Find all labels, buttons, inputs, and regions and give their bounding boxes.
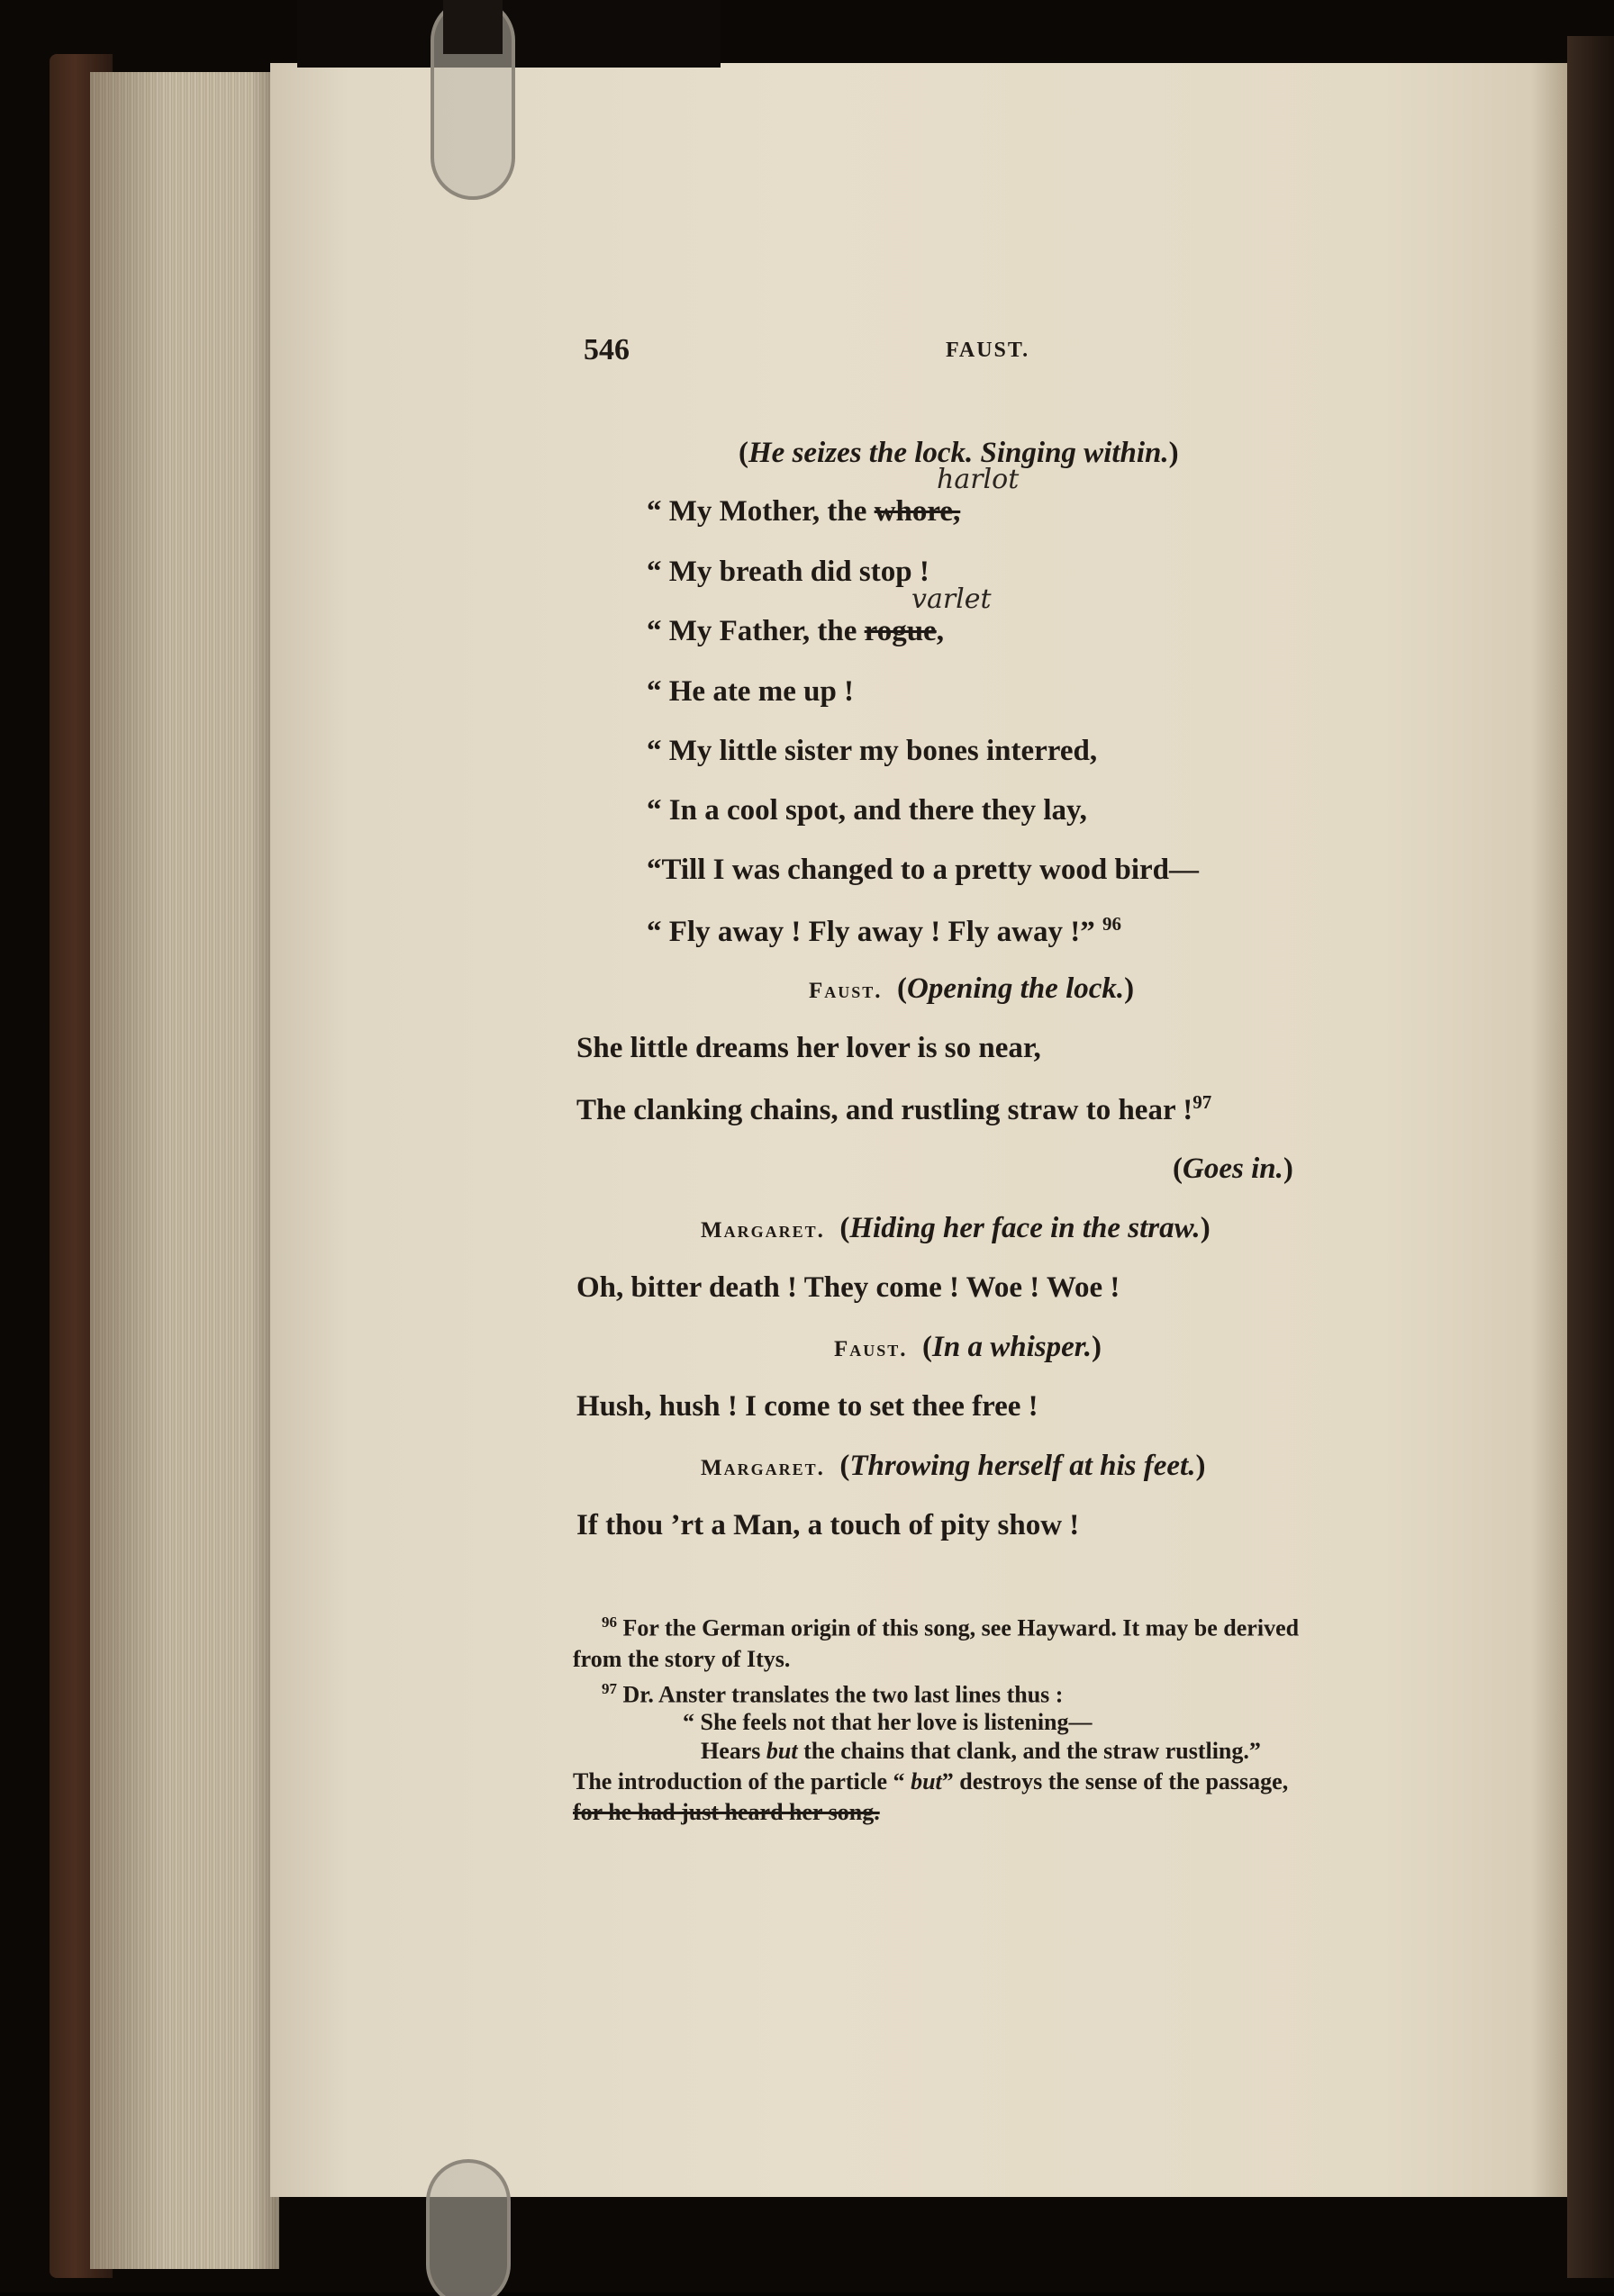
footnote-96-cont: from the story of Itys. [573,1646,791,1672]
footnote-quote: “ She feels not that her love is listening— [683,1709,1093,1735]
song-line-5: “ My little sister my bones interred, [647,735,1098,767]
song-line-8: “ Fly away ! Fly away ! Fly away !” $^{96}$ [647,913,1121,948]
page-edges-shade [90,72,279,2269]
handwritten-annotation: varlet [911,583,992,615]
speaker-cue: Faust. (Opening the lock.) [809,972,1135,1005]
speech-line: She little dreams her lover is so near, [576,1032,1041,1064]
footnote-ref-96: 96 [1102,913,1121,935]
song-line-2: “ My breath did stop ! [647,556,929,588]
footnote-97-cont: The introduction of the particle “ but” destroys the sense of the passage, [573,1768,1289,1794]
top-page-clip-icon [423,0,522,230]
song-line-1: “ My Mother, the whore, [647,495,961,528]
footnote-struck-text: for he had just heard her song. [573,1799,880,1825]
song-line-3: “ My Father, the rogue, [647,615,944,647]
speech-line: Oh, bitter death ! They come ! Woe ! Woe ! [576,1271,1120,1304]
footnote-96: $^{96}$ For the German origin of this song, see Hayward. It may be derived [602,1614,1300,1641]
speaker-cue: Margaret. (Throwing herself at his feet.) [701,1450,1206,1482]
footnote-97: $^{97}$ Dr. Anster translates the two last lines thus : [602,1680,1064,1708]
stage-direction-goes-in: (Goes in.) [1173,1153,1293,1185]
stage-direction: (He seizes the lock. Singing within.) [739,437,1179,469]
running-title: FAUST. [946,339,1030,362]
song-line-7: “Till I was changed to a pretty wood bird— [647,854,1200,886]
handwritten-annotation: harlot [937,464,1020,495]
speaker-cue: Faust. (In a whisper.) [834,1331,1102,1363]
page-number: 546 [584,333,630,366]
footnote-ref-97: 97 [1192,1091,1212,1113]
song-line-4: “ He ate me up ! [647,675,855,708]
footnote-quote: Hears but the chains that clank, and the straw rustling.” [701,1738,1261,1764]
speech-line: If thou ’rt a Man, a touch of pity show ! [576,1509,1080,1541]
song-line-6: “ In a cool spot, and there they lay, [647,794,1087,827]
book-page [270,63,1576,2197]
speaker-cue: Margaret. (Hiding her face in the straw.) [701,1212,1210,1244]
right-book-cover [1567,36,1614,2278]
bottom-page-clip-icon [405,2143,531,2296]
speech-line: The clanking chains, and rustling straw to hear !$^{97}$ [576,1091,1212,1126]
speech-line: Hush, hush ! I come to set thee free ! [576,1390,1038,1423]
